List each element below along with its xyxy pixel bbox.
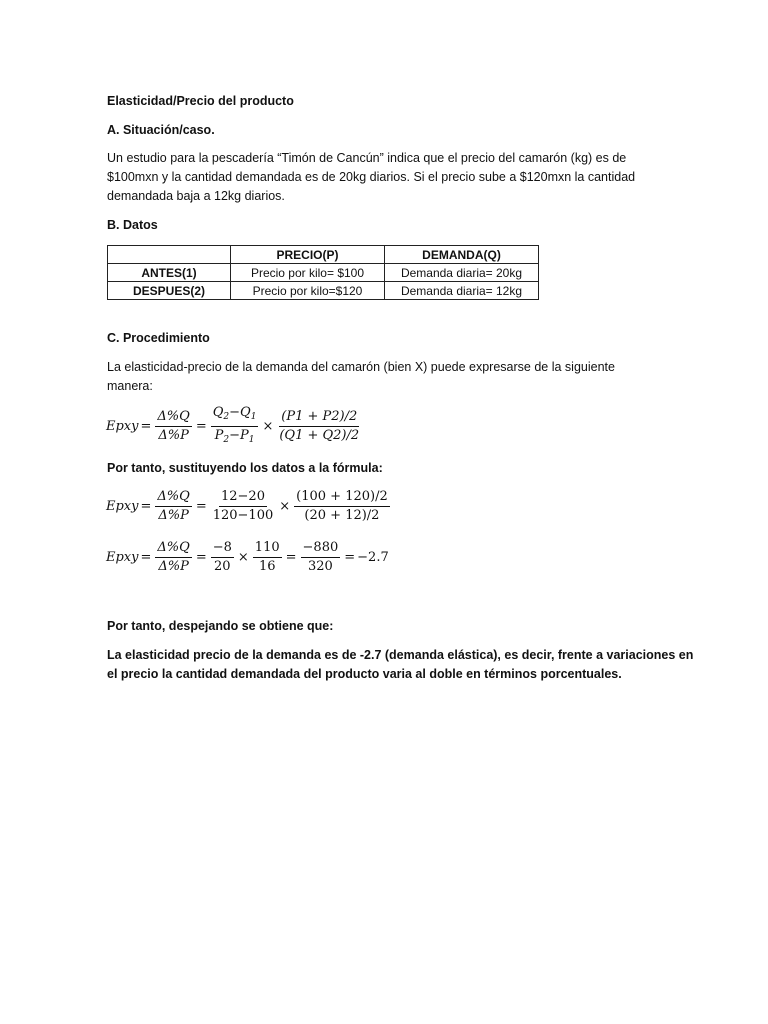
substitution-formula-2	[106, 540, 389, 575]
times-sign: ×	[237, 550, 249, 565]
situation-line-2: $100mxn y la cantidad demandada es de 20kg diarios. Si el precio sube a $120mxn la cantidad	[107, 170, 636, 184]
fraction	[211, 489, 276, 524]
fraction-numerator: $Q_2-Q_1$	[211, 405, 259, 427]
fraction	[155, 409, 191, 444]
substitution-formula-1	[106, 489, 392, 524]
table-header-cell	[108, 246, 231, 264]
procedure-intro-line-2: manera:	[107, 379, 153, 393]
times-sign: ×	[262, 419, 274, 434]
fraction-denominator: 120−100	[212, 508, 274, 523]
document-title: Elasticidad/Precio del producto	[107, 94, 294, 108]
fraction-denominator: Δ%P	[158, 428, 189, 443]
conclusion-line-1: La elasticidad precio de la demanda es de -2.7 (demanda elástica), es decir, frente a variaciones en	[107, 648, 694, 662]
fraction-denominator: (Q1 + Q2)/2	[279, 428, 360, 443]
section-c-heading: C. Procedimiento	[107, 331, 210, 345]
equals-sign: =	[285, 550, 297, 565]
fraction-numerator: Δ%Q	[155, 409, 191, 427]
fraction	[277, 409, 361, 444]
equals-sign: =	[140, 550, 152, 565]
table-cell: Precio por kilo= $100	[231, 264, 385, 282]
equals-sign: =	[140, 499, 152, 514]
formula-lhs: Epxy	[106, 419, 139, 434]
table-cell: Precio por kilo=$120	[231, 282, 385, 300]
table-header-cell: PRECIO(P)	[231, 246, 385, 264]
fraction-numerator: (100 + 120)/2	[294, 489, 390, 507]
table-cell: DESPUES(2)	[108, 282, 231, 300]
data-table	[107, 245, 539, 300]
table-header-cell: DEMANDA(Q)	[385, 246, 539, 264]
equals-sign: =	[195, 499, 207, 514]
equals-sign: =	[140, 419, 152, 434]
equals-sign: =	[195, 550, 207, 565]
conclusion-intro: Por tanto, despejando se obtiene que:	[107, 619, 334, 633]
table-header-row	[108, 246, 539, 264]
section-b-heading: B. Datos	[107, 218, 158, 232]
fraction	[155, 540, 191, 575]
fraction-denominator: 16	[258, 559, 276, 574]
table-cell: Demanda diaria= 20kg	[385, 264, 539, 282]
formula-result: −2.7	[357, 550, 389, 565]
situation-line-1: Un estudio para la pescadería “Timón de Cancún” indica que el precio del camarón (kg) es de	[107, 151, 627, 165]
procedure-intro-line-1: La elasticidad-precio de la demanda del camarón (bien X) puede expresarse de la siguiente	[107, 360, 615, 374]
fraction	[294, 489, 390, 524]
formula-lhs: Epxy	[106, 550, 139, 565]
fraction	[155, 489, 191, 524]
fraction-denominator: 320	[307, 559, 333, 574]
fraction	[211, 405, 259, 448]
fraction-denominator: Δ%P	[158, 559, 189, 574]
fraction	[301, 540, 341, 575]
table-row	[108, 264, 539, 282]
table-row	[108, 282, 539, 300]
conclusion-line-2: el precio la cantidad demandada del producto varia al doble en términos porcentuales.	[107, 667, 622, 681]
fraction	[253, 540, 282, 575]
fraction-numerator: 110	[253, 540, 282, 558]
fraction-numerator: Δ%Q	[155, 540, 191, 558]
table-cell: ANTES(1)	[108, 264, 231, 282]
fraction	[211, 540, 234, 575]
fraction-numerator: −880	[301, 540, 341, 558]
fraction-denominator: 20	[214, 559, 231, 574]
equals-sign: =	[195, 419, 207, 434]
situation-line-3: demandada baja a 12kg diarios.	[107, 189, 285, 203]
fraction-denominator: (20 + 12)/2	[304, 508, 380, 523]
section-a-heading: A. Situación/caso.	[107, 123, 215, 137]
fraction-denominator: Δ%P	[158, 508, 189, 523]
times-sign: ×	[279, 499, 291, 514]
fraction-denominator: $P_2-P_1$	[214, 428, 255, 445]
equals-sign: =	[344, 550, 356, 565]
elasticity-formula	[106, 405, 363, 448]
fraction-numerator: 12−20	[219, 489, 267, 507]
substitution-text: Por tanto, sustituyendo los datos a la fórmula:	[107, 461, 383, 475]
fraction-numerator: (P1 + P2)/2	[279, 409, 359, 427]
table-cell: Demanda diaria= 12kg	[385, 282, 539, 300]
formula-lhs: Epxy	[106, 499, 139, 514]
fraction-numerator: Δ%Q	[155, 489, 191, 507]
fraction-numerator: −8	[211, 540, 234, 558]
